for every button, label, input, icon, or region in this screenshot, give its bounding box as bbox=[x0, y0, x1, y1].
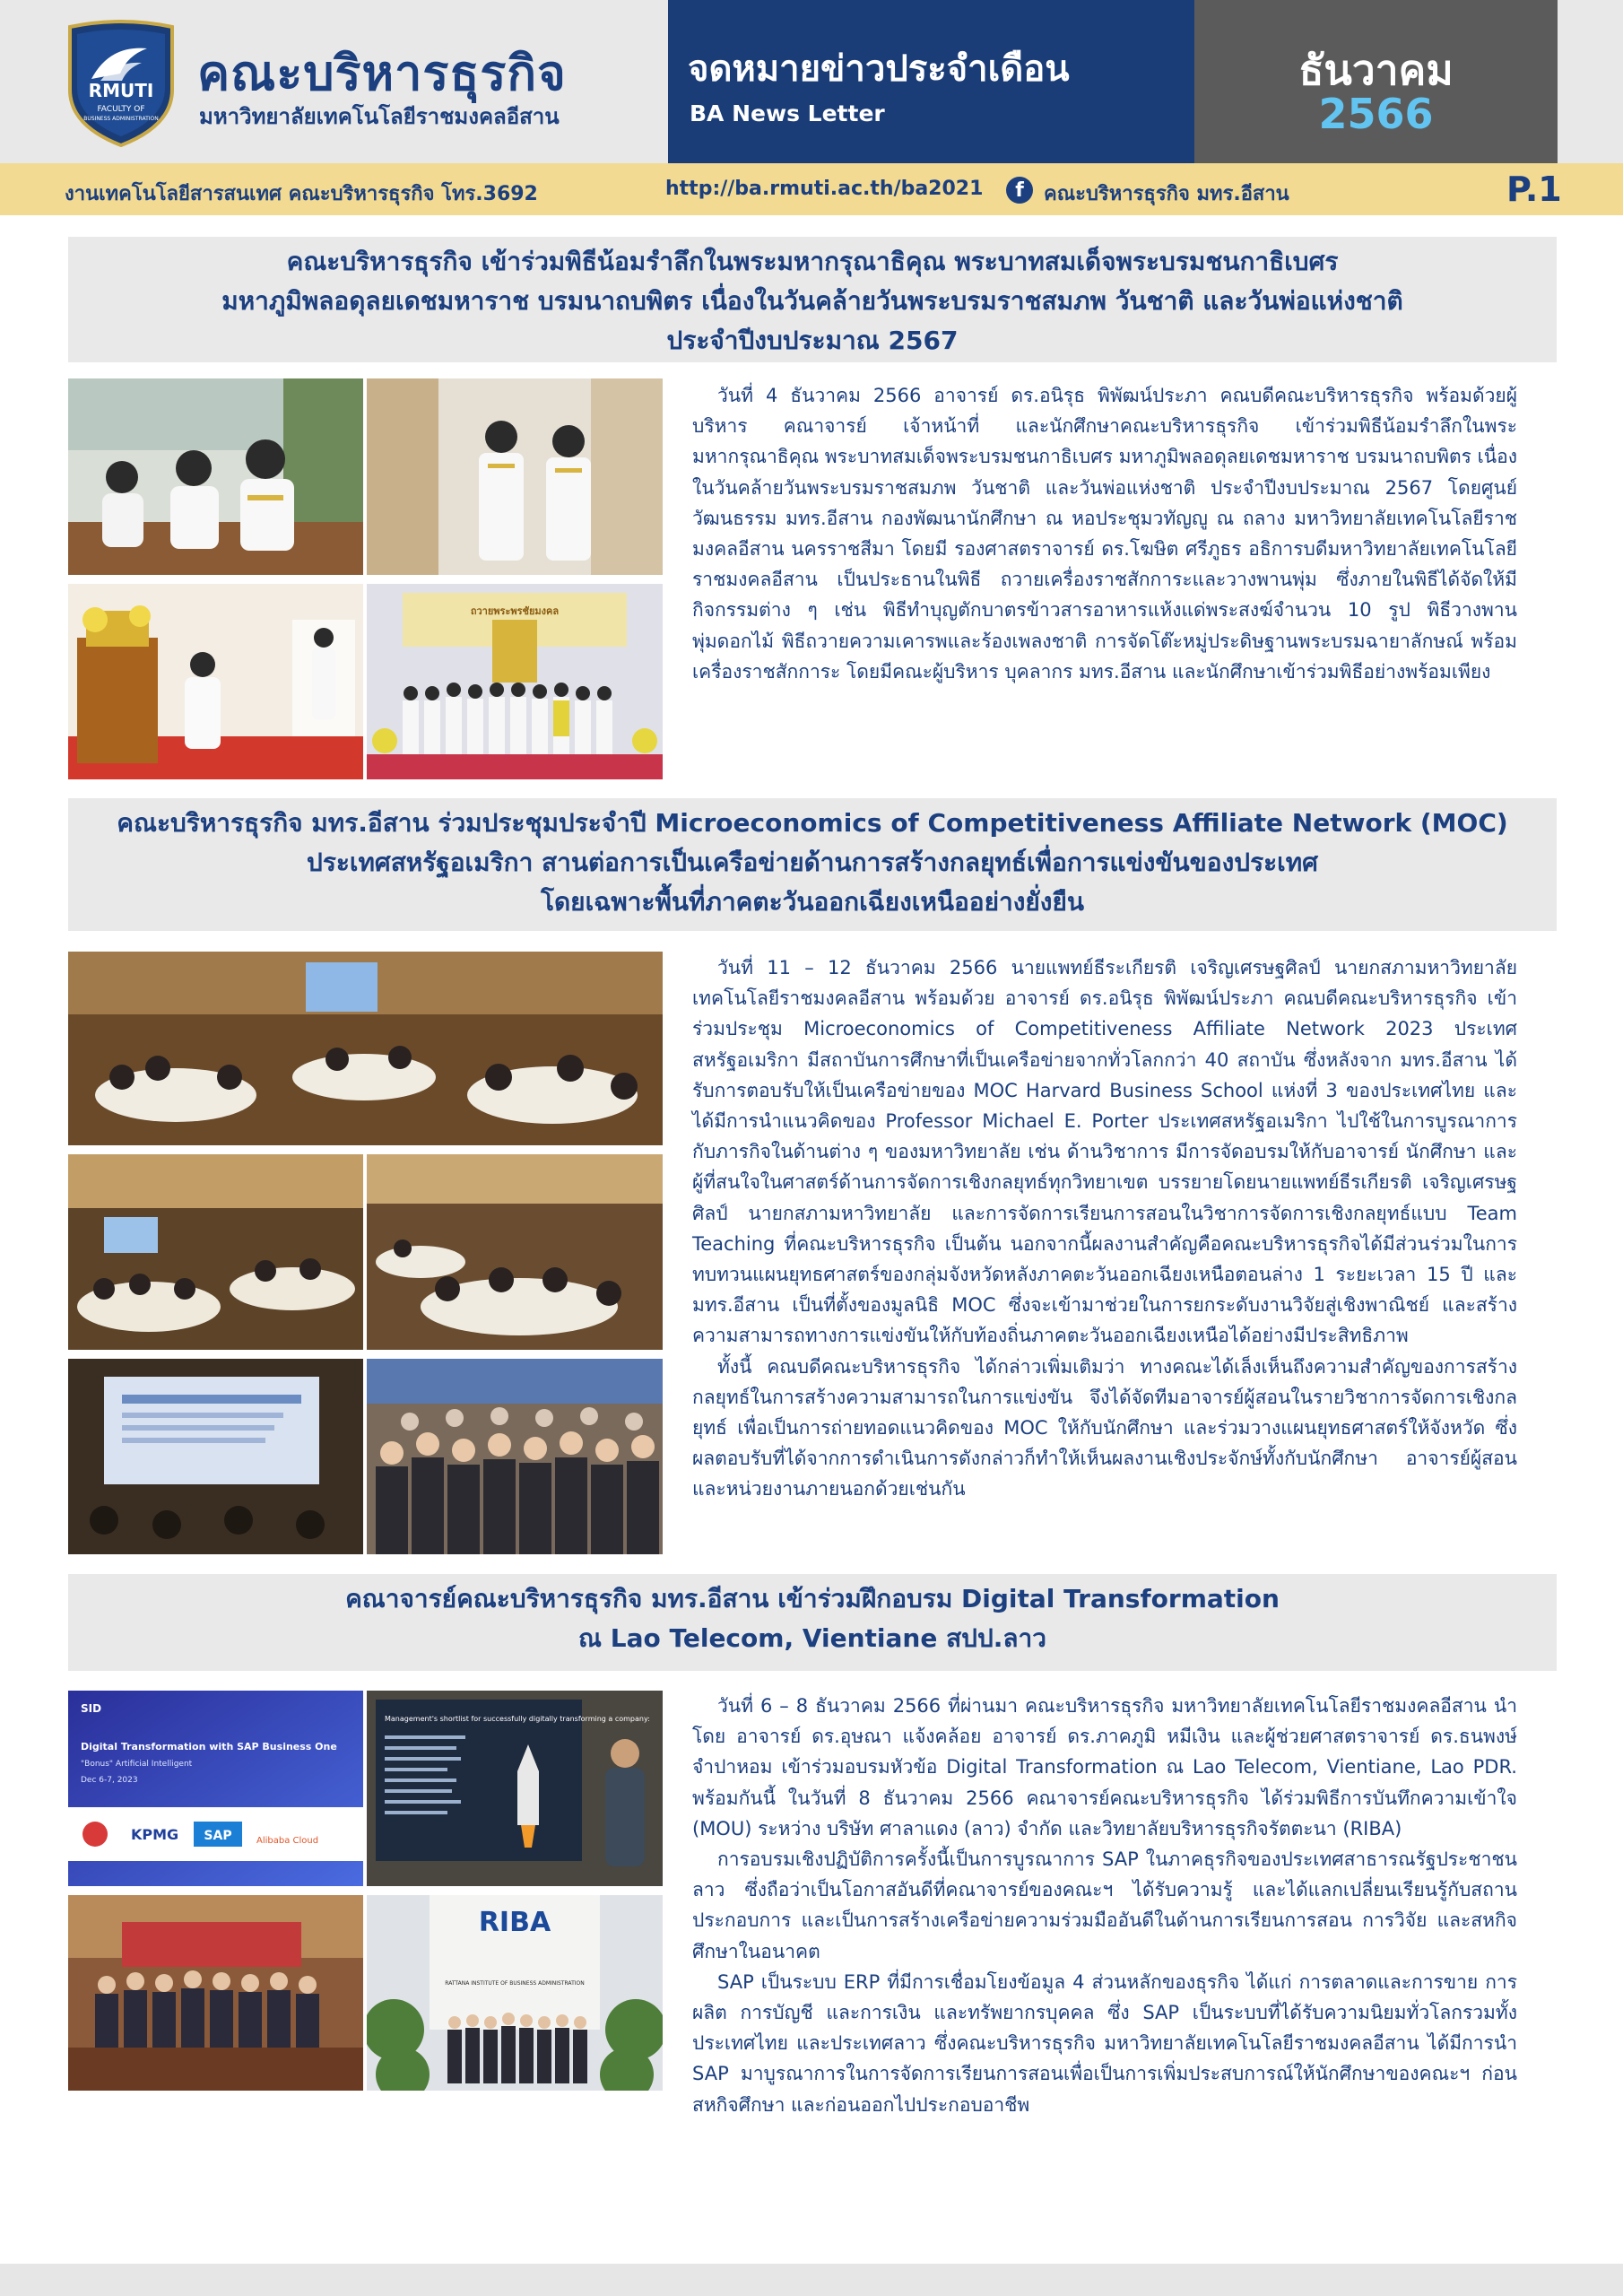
svg-text:KPMG: KPMG bbox=[131, 1826, 179, 1843]
newsletter-title-th: จดหมายข่าวประจำเดือน bbox=[688, 48, 1070, 90]
article-2-title-line: ประเทศสหรัฐอเมริกา สานต่อการเป็นเครือข่ายด้านการสร้างกลยุทธ์เพื่อการแข่งขันของประเทศ bbox=[307, 848, 1318, 877]
article-1-title-line: ประจำปีงบประมาณ 2567 bbox=[666, 326, 959, 355]
svg-text:Alibaba Cloud: Alibaba Cloud bbox=[256, 1836, 319, 1846]
photo-ceremony-seated bbox=[68, 378, 363, 575]
article-2-title-line: โดยเฉพาะพื้นที่ภาคตะวันออกเฉียงเหนืออย่างยั่งยืน bbox=[540, 887, 1085, 917]
svg-text:Digital Transformation with SA: Digital Transformation with SAP Business One bbox=[81, 1741, 337, 1752]
photo-moc-tables-left bbox=[68, 1154, 363, 1350]
issue-date-panel bbox=[1194, 0, 1558, 163]
article-3-title bbox=[68, 1574, 1557, 1671]
svg-text:Management's shortlist for suc: Management's shortlist for successfully digitally transforming a company: bbox=[385, 1715, 650, 1723]
article-1-title bbox=[68, 237, 1557, 362]
issue-year: 2566 bbox=[1318, 90, 1434, 138]
article-1-title-line: มหาภูมิพลอดุลยเดชมหาราช บรมนาถบพิตร เนื่องในวันคล้ายวันพระบรมราชสมภพ วันชาติ และวันพ่อแห่งชาติ bbox=[221, 286, 1403, 316]
facebook-page-link[interactable]: คณะบริหารธุรกิจ มทร.อีสาน bbox=[1044, 183, 1289, 205]
article-2-body bbox=[692, 952, 1517, 1505]
photo-ceremony-altar bbox=[68, 584, 363, 779]
photo-sap-speaker bbox=[367, 1691, 663, 1886]
photo-moc-group bbox=[367, 1359, 663, 1554]
svg-text:"Bonus" Artificial Intelligent: "Bonus" Artificial Intelligent bbox=[81, 1760, 193, 1769]
photo-mou-signing bbox=[68, 1895, 363, 2091]
article-3-paragraph: การอบรมเชิงปฏิบัติการครั้งนี้เป็นการบูรณาการ SAP ในภาคธุรกิจของประเทศสาธารณรัฐประชาชนลาว ซึ่งถือว่าเป็นโอกาสอันดีที่คณาจารย์ของคณะฯ ได้รับความรู้ และได้แลกเปลี่ยนเรียนรู้กับสถานประกอบการ และเป็นการสร้างเครือข่ายความร่วมมืออันดีในด้านการเรียนการสอน การวิจัย และสหกิจศึกษาในอนาคต bbox=[692, 1848, 1517, 1962]
rmuti-logo bbox=[65, 18, 178, 147]
newsletter-title-panel bbox=[668, 0, 1194, 163]
svg-text:SAP: SAP bbox=[204, 1829, 232, 1843]
photo-riba-building bbox=[367, 1895, 663, 2091]
article-3-title-line: คณาจารย์คณะบริหารธุรกิจ มทร.อีสาน เข้าร่วมฝึกอบรม Digital Transformation bbox=[345, 1584, 1280, 1613]
header-edge bbox=[1558, 0, 1623, 163]
newsletter-header bbox=[0, 0, 1623, 163]
article-1-paragraph: วันที่ 4 ธันวาคม 2566 อาจารย์ ดร.อนิรุธ พิพัฒน์ประภา คณบดีคณะบริหารธุรกิจ พร้อมด้วยผู้บริหาร คณาจารย์ เจ้าหน้าที่ และนักศึกษาคณะบริหารธุรกิจ เข้าร่วมพิธีน้อมรำลึกในพระมหากรุณาธิคุณ พระบาทสมเด็จพระบรมชนกาธิเบศร มหาภูมิพลอดุลยเดชมหาราช บรมนาถบพิตร เนื่องในวันคล้ายวันพระบรมราชสมภพ วันชาติ และวันพ่อแห่งชาติ ประจำปีงบประมาณ 2567 โดยศูนย์วัฒนธรรม มทร.อีสาน กองพัฒนานักศึกษา ณ หอประชุมวทัญญู ณ ถลาง มหาวิทยาลัยเทคโนโลยีราชมงคลอีสาน นครราชสีมา โดยมี รองศาสตราจารย์ ดร.โฆษิต ศรีภูธร อธิการบดีมหาวิทยาลัยเทคโนโลยีราชมงคลอีสาน เป็นประธานในพิธี ถวายเครื่องราชสักการะและวางพานพุ่ม ซึ่งภายในพิธีได้จัดให้มีกิจกรรมต่าง ๆ เช่น พิธีทำบุญตักบาตรข้าวสารอาหารแห้งแด่พระสงฆ์จำนวน 10 รูป พิธีวางพานพุ่มดอกไม้ พิธีถวายความเคารพและร้องเพลงชาติ การจัดโต๊ะหมู่ประดิษฐานพระบรมฉายาลักษณ์ พร้อมเครื่องราชสักการะ โดยมีคณะผู้บริหาร บุคลากร มทร.อีสาน และนักศึกษาเข้าร่วมพิธีอย่างพร้อมเพียง bbox=[692, 385, 1517, 683]
svg-text:ถวายพระพรชัยมงคล: ถวายพระพรชัยมงคล bbox=[470, 605, 560, 617]
article-2-paragraph: วันที่ 11 – 12 ธันวาคม 2566 นายแพทย์ธีระเกียรติ เจริญเศรษฐศิลป์ นายกสภามหาวิทยาลัยเทคโนโลยีราชมงคลอีสาน พร้อมด้วย อาจารย์ ดร.อนิรุธ พิพัฒน์ประภา คณบดีคณะบริหารธุรกิจ เข้าร่วมประชุม Microeconomics of Competitiveness Affiliate Network 2023 ประเทศสหรัฐอเมริกา มีสถาบันการศึกษาที่เป็นเครือข่ายจากทั่วโลกกว่า 40 สถาบัน ซึ่งหลังจาก มทร.อีสาน ได้รับการตอบรับให้เป็นเครือข่ายของ MOC Harvard Business School แห่งที่ 3 ของประเทศไทย และได้มีการนำแนวคิดของ Professor Michael E. Porter ประเทศสหรัฐอเมริกา ไปใช้ในการบูรณาการกับภารกิจในด้านต่าง ๆ ของมหาวิทยาลัย เช่น ด้านวิชาการ มีการจัดอบรมให้กับอาจารย์ นักศึกษา และผู้ที่สนใจในศาสตร์ด้านการจัดการเชิงกลยุทธ์ทุกวิทยาเขต บรรยายโดยนายแพทย์ธีรเกียรติ เจริญเศรษฐศิลป์ นายกสภามหาวิทยาลัย และการจัดการเรียนการสอนในวิชาการจัดการเชิงกลยุทธ์แบบ Team Teaching ที่คณะบริหารธุรกิจ เป็นต้น นอกจากนี้ผลงานสำคัญคือคณะบริหารธุรกิจได้มีส่วนร่วมในการทบทวนแผนยุทธศาสตร์ของกลุ่มจังหวัดหลังภาคตะวันออกเฉียงเหนือตอนล่าง 1 ระยะเวลา 15 ปี และ มทร.อีสาน เป็นที่ตั้งของมูลนิธิ MOC ซึ่งจะเข้ามาช่วยในการยกระดับงานวิจัยสู่เชิงพาณิชย์ และสร้างความสามารถทางการแข่งขันให้กับท้องถิ่นภาคตะวันออกเฉียงเหนือได้อย่างมีประสิทธิภาพ bbox=[692, 957, 1517, 1347]
facebook-icon: f bbox=[1006, 177, 1033, 204]
photo-sap-slide bbox=[68, 1691, 363, 1886]
info-bar bbox=[0, 163, 1623, 215]
newsletter-title-en: BA News Letter bbox=[690, 100, 885, 126]
university-name: มหาวิทยาลัยเทคโนโลยีราชมงคลอีสาน bbox=[199, 104, 560, 129]
photo-ceremony-group bbox=[367, 584, 663, 779]
svg-text:RMUTI: RMUTI bbox=[88, 80, 154, 101]
photo-moc-presentation bbox=[68, 1359, 363, 1554]
article-1-title-line: คณะบริหารธุรกิจ เข้าร่วมพิธีน้อมรำลึกในพระมหากรุณาธิคุณ พระบาทสมเด็จพระบรมชนกาธิเบศร bbox=[286, 247, 1339, 276]
svg-text:RATTANA INSTITUTE OF BUSINESS: RATTANA INSTITUTE OF BUSINESS ADMINISTRATION bbox=[445, 1980, 585, 1987]
svg-text:Dec 6-7, 2023: Dec 6-7, 2023 bbox=[81, 1776, 138, 1785]
article-1-body bbox=[692, 380, 1517, 687]
photo-moc-tables-right bbox=[367, 1154, 663, 1350]
photo-ceremony-standing bbox=[367, 378, 663, 575]
website-link[interactable]: http://ba.rmuti.ac.th/ba2021 bbox=[665, 178, 984, 200]
issue-month: ธันวาคม bbox=[1298, 46, 1454, 94]
article-2-title bbox=[68, 798, 1557, 931]
svg-text:SID: SID bbox=[81, 1702, 102, 1715]
footer-strip bbox=[0, 2264, 1623, 2296]
faculty-name: คณะบริหารธุรกิจ bbox=[197, 45, 567, 101]
article-3-paragraph: วันที่ 6 – 8 ธันวาคม 2566 ที่ผ่านมา คณะบริหารธุรกิจ มหาวิทยาลัยเทคโนโลยีราชมงคลอีสาน นำโดย อาจารย์ ดร.อุษณา แจ้งคล้อย อาจารย์ ดร.ภาคภูมิ หมีเงิน และผู้ช่วยศาสตราจารย์ ดร.ธนพงษ์ จำปาหอม เข้าร่วมอบรมหัวข้อ Digital Transformation ณ Lao Telecom, Vientiane, Lao PDR. พร้อมกันนี้ ในวันที่ 8 ธันวาคม 2566 คณาจารย์คณะบริหารธุรกิจ ได้ร่วมพิธีการบันทึกความเข้าใจ (MOU) ระหว่าง บริษัท ศาลาแดง (ลาว) จำกัด และวิทยาลัยบริหารธุรกิจรัตตะนา (RIBA) bbox=[692, 1695, 1517, 1839]
article-2-title-line: คณะบริหารธุรกิจ มทร.อีสาน ร่วมประชุมประจำปี Microeconomics of Competitiveness Affiliate Network (MOC) bbox=[117, 808, 1508, 838]
article-3-body bbox=[692, 1691, 1517, 2120]
article-2-paragraph: ทั้งนี้ คณบดีคณะบริหารธุรกิจ ได้กล่าวเพิ่มเติมว่า ทางคณะได้เล็งเห็นถึงความสำคัญของการสร้างกลยุทธ์ในการสร้างความสามารถในการแข่งขัน จึงได้จัดทีมอาจารย์ผู้สอนในรายวิชาการจัดการเชิงกลยุทธ์ เพื่อเป็นการถ่ายทอดแนวคิดของ MOC ให้กับนักศึกษา และร่วมวางแผนยุทธศาสตร์ให้จังหวัด ซึ่งผลตอบรับที่ได้จากการดำเนินการดังกล่าวก็ทำให้เห็นผลงานเชิงประจักษ์ทั้งกับนักศึกษา อาจารย์ผู้สอน และหน่วยงานภายนอกด้วยเช่นกัน bbox=[692, 1355, 1517, 1500]
it-contact: งานเทคโนโลยีสารสนเทศ คณะบริหารธุรกิจ โทร.3692 bbox=[65, 183, 538, 205]
header-brand-panel bbox=[0, 0, 668, 163]
article-3-title-line: ณ Lao Telecom, Vientiane สปป.ลาว bbox=[578, 1623, 1046, 1653]
svg-text:RIBA: RIBA bbox=[478, 1907, 551, 1938]
article-3-paragraph: SAP เป็นระบบ ERP ที่มีการเชื่อมโยงข้อมูล 4 ส่วนหลักของธุรกิจ ได้แก่ การตลาดและการขาย การผลิต การบัญชี และการเงิน และทรัพยากรบุคคล ซึ่ง SAP เป็นระบบที่ได้รับความนิยมทั่วโลกรวมทั้งประเทศไทย และประเทศลาว ซึ่งคณะบริหารธุรกิจ มหาวิทยาลัยเทคโนโลยีราชมงคลอีสาน ได้มีการนำ SAP มาบูรณาการในการจัดการเรียนการสอนเพื่อเป็นการเพิ่มประสบการณ์ให้นักศึกษาของคณะฯ ก่อนสหกิจศึกษา และก่อนออกไปประกอบอาชีพ bbox=[692, 1970, 1517, 2116]
page-number: P.1 bbox=[1506, 170, 1562, 209]
svg-text:FACULTY OF: FACULTY OF bbox=[97, 105, 145, 114]
photo-moc-conference-hall bbox=[68, 952, 663, 1145]
svg-text:BUSINESS ADMINISTRATION: BUSINESS ADMINISTRATION bbox=[83, 116, 159, 122]
